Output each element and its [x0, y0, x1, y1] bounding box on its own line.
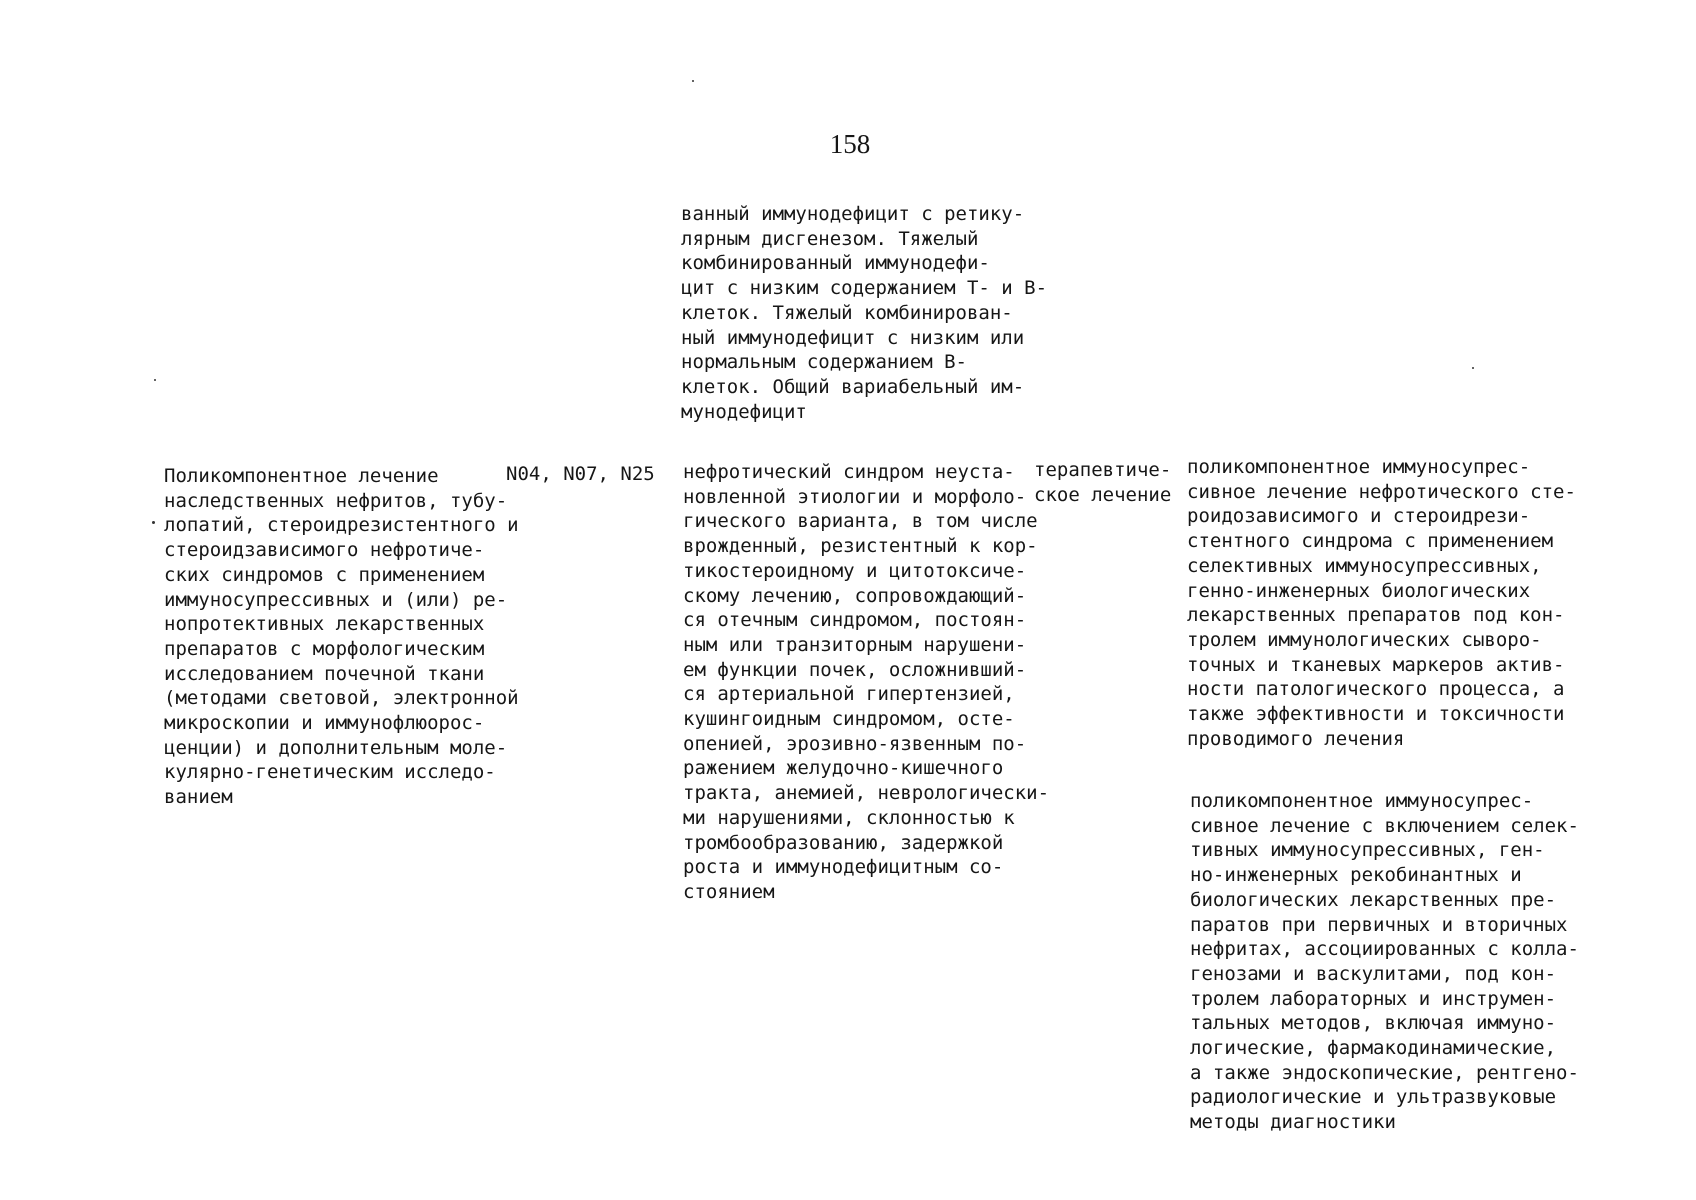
scan-speck — [692, 80, 694, 82]
scan-speck — [1472, 367, 1474, 369]
continuation-diagnosis-text: ванный иммунодефицит с ретику- лярным дисгенезом. Тяжелый комбинированный иммунодефи- цит с низким содержанием Т- и В- клеток. Тяжелый комбинирован- ный иммунодефицит с низким или нормальным содержанием В- клеток. Общий вариабельный им- мунодефицит — [681, 203, 1048, 423]
page-number: 158 — [829, 129, 871, 159]
treatment-name-cell: Поликомпонентное лечение наследственных нефритов, тубу- лопатий, стероидрезистентного и стероидзависимого нефротиче- ских синдромов с применением иммуносупрессивных и (или) ре- нопротективных лекарственных препаратов с морфологическим исследованием почечной ткани (методами световой, электронной микроскопии и иммунофлюорос- ценции) и дополнительным моле- кулярно-генетическим исследо- ванием — [164, 465, 519, 809]
diagnosis-cell: нефротический синдром неуста- новленной этиологии и морфоло- гического варианта, в том числе врожденный, резистентный к кор- тикостероидному и цитотоксиче- скому лечению, сопровождающий- ся отечным синдромом, постоян- ным или транзиторным нарушени- ем функции почек, осложнивший- ся артериальной гипертензией, кушингоидным синдромом, осте- опенией, эрозивно-язвенным по- ражением желудочно-кишечного тракта, анемией, неврологически- ми нарушениями, склонностью к тромбообразованию, задержкой роста и иммунодефицитным со- стоянием — [683, 461, 1050, 903]
scan-speck — [154, 379, 156, 381]
scan-speck — [152, 521, 155, 524]
treatment-method-1: поликомпонентное иммуносупрес- сивное лечение нефротического сте- роидозависимого и стероидрези- стентного синдрома с применением селективных иммуносупрессивных, генно-инженерных биологических лекарственных препаратов под кон- тролем иммунологических сыворо- точных и тканевых маркеров актив- ности патологического процесса, а также эффективности и токсичности проводимого лечения — [1187, 456, 1576, 750]
treatment-method-2: поликомпонентное иммуносупрес- сивное лечение с включением селек- тивных иммуносупрессивных, ген- но-инженерных рекобинантных и биологических лекарственных пре- паратов при первичных и вторичных нефритах, ассоциированных с колла- генозами и васкулитами, под кон- тролем лабораторных и инструмен- тальных методов, включая иммуно- логические, фармакодинамические, а также эндоскопические, рентгено- радиологические и ультразвуковые методы диагностики — [1190, 790, 1579, 1134]
treatment-type-cell: терапевтиче- ское лечение — [1034, 459, 1172, 506]
icd-codes-cell: N04, N07, N25 — [506, 463, 655, 485]
